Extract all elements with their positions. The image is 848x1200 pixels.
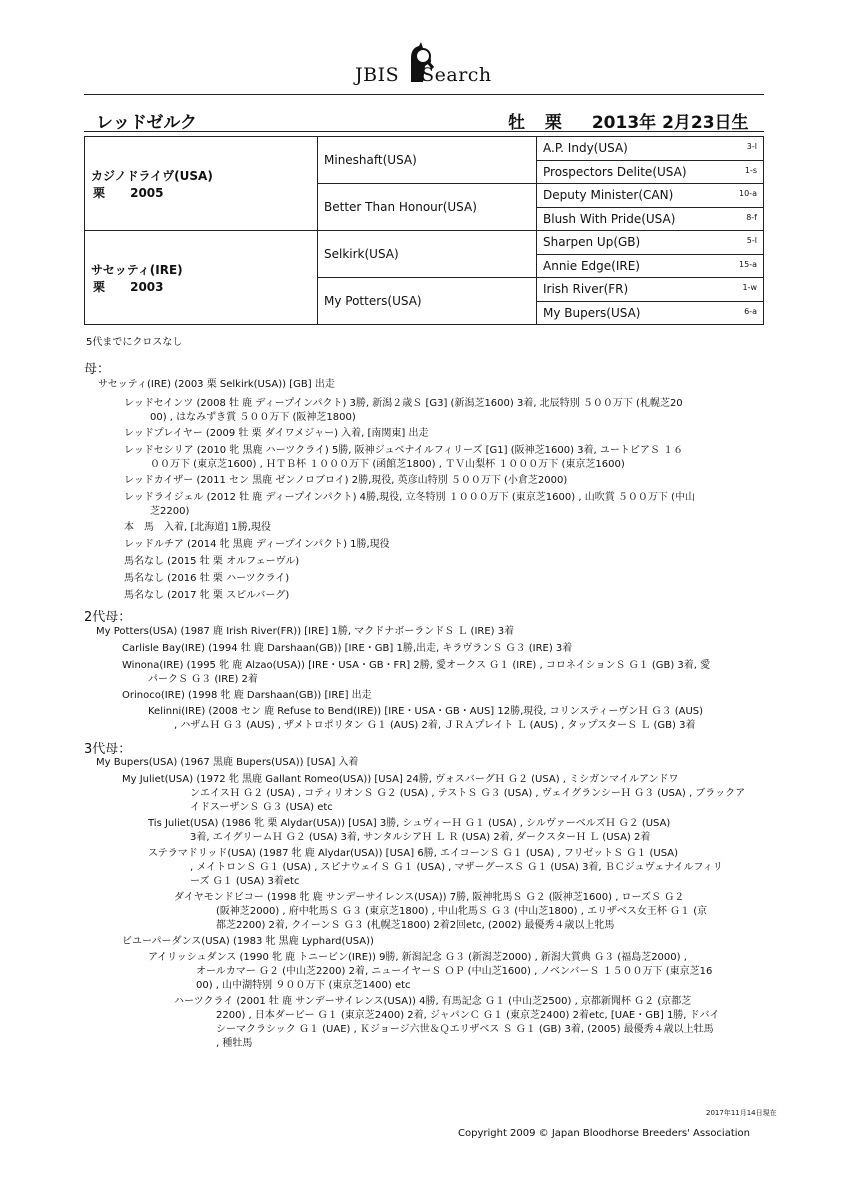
family-line: 都芝2200) 2着, クイーンＳ Ｇ３ (札幌芝1800) 2着2回etc, (2002) 最優秀４歳以上牝馬	[216, 920, 615, 931]
family-line: 馬名なし (2017 牝 栗 スピルバーグ)	[124, 590, 290, 601]
family-line: 馬名なし (2016 牡 栗 ハーツクライ)	[124, 573, 290, 584]
family-line: My Bupers(USA) (1967 黒鹿 Bupers(USA)) [USA] 入着	[96, 757, 359, 768]
family-line: My Potters(USA) (1987 鹿 Irish River(FR)) [IRE] 1勝, マクドナボーランドＳ Ｌ (IRE) 3着	[96, 626, 515, 637]
jbis-logo	[355, 38, 505, 88]
gen3-cell: Sharpen Up(GB) 5-l	[537, 231, 764, 255]
family-line: Orinoco(IRE) (1998 牝 鹿 Darshaan(GB)) [IRE] 出走	[122, 690, 372, 701]
family-line: アイリッシュダンス (1990 牝 鹿 トニービン(IRE)) 9勝, 新潟記念 Ｇ３ (新潟芝2000) , 新潟大賞典 Ｇ３ (福島芝2000) ,	[148, 952, 687, 963]
as-of-date: 2017年11月14日現在	[706, 1109, 777, 1117]
horse-name: レッドゼルク	[96, 113, 197, 133]
family-line: レッドルチア (2014 牝 黒鹿 ディープインパクト) 1勝,現役	[124, 539, 390, 550]
dam-year: 2003	[130, 279, 164, 294]
family-line: パークＳ Ｇ３ (IRE) 2着	[148, 674, 258, 685]
gen3-cell: Deputy Minister(CAN) 10-a	[537, 184, 764, 208]
family-line: 2200) , 日本ダービー Ｇ１ (東京芝2400) 2着, ジャパンＣ Ｇ１ (東京芝2400) 2着etc, [UAE・GB] 1勝, ドバイ	[216, 1010, 720, 1021]
gen2-cell: Mineshaft(USA)	[318, 137, 537, 184]
family-line: , 種牡馬	[216, 1038, 253, 1049]
family-line: ーズ Ｇ１ (USA) 3着etc	[190, 876, 300, 887]
title-rule	[84, 131, 764, 132]
horse-profile	[508, 108, 763, 133]
family-line: Winona(IRE) (1995 牝 鹿 Alzao(USA)) [IRE・USA・GB・FR] 2勝, 愛オークス Ｇ１ (IRE) , コロネイションＳ Ｇ１ (GB) 3着, 愛	[122, 660, 711, 671]
family-line: , メイトロンＳ Ｇ１ (USA) , スピナウェイＳ Ｇ１ (USA) , マザーグースＳ Ｇ１ (USA) 3着, ＢＣジュヴェナイルフィリ	[190, 862, 723, 873]
family-line: レッドライジェル (2012 牡 鹿 ディープインパクト) 4勝,現役, 立冬特別 １０００万下 (東京芝1600) , 山吹賞 ５００万下 (中山	[124, 492, 695, 503]
family-line: 00) , はなみずき賞 ５００万下 (阪神芝1800)	[150, 412, 356, 423]
gen3-cell: Irish River(FR) 1-w	[537, 278, 764, 302]
pedigree-table	[84, 136, 764, 325]
sire-color: 栗	[93, 185, 106, 200]
family-line: ステラマドリッド(USA) (1987 牝 鹿 Alydar(USA)) [USA] 6勝, エイコーンＳ Ｇ１ (USA) , フリゼットＳ Ｇ１ (USA)	[148, 848, 678, 859]
family-line: ンエイスＨ Ｇ２ (USA) , コティリオンＳ Ｇ２ (USA) , テストＳ Ｇ３ (USA) , ヴェイグランシーＨ Ｇ３ (USA) , ブラックア	[190, 788, 746, 799]
family-line: ハーツクライ (2001 牡 鹿 サンデーサイレンス(USA)) 4勝, 有馬記念 Ｇ１ (中山芝2500) , 京都新聞杯 Ｇ２ (京都芝	[174, 996, 692, 1007]
sire-cell	[85, 137, 318, 231]
dam-cell	[85, 231, 318, 325]
family-line: オールカマー Ｇ２ (中山芝2200) 2着, ニューイヤーＳ ＯＰ (中山芝1600) , ノベンバーＳ １５００万下 (東京芝16	[196, 966, 713, 977]
gen3-cell: Prospectors Delite(USA) 1-s	[537, 160, 764, 184]
gen3-cell: Annie Edge(IRE) 15-a	[537, 254, 764, 278]
family-line: Carlisle Bay(IRE) (1994 牡 鹿 Darshaan(GB)) [IRE・GB] 1勝,出走, キラヴランＳ Ｇ３ (IRE) 3着	[122, 643, 573, 654]
family-line: ００万下 (東京芝1600) , ＨＴＢ杯 １０００万下 (函館芝1800) , ＴＶ山梨杯 １０００万下 (東京芝1600)	[150, 459, 625, 470]
horse-sex: 牡	[508, 113, 525, 133]
family-line: My Juliet(USA) (1972 牝 黒鹿 Gallant Romeo(USA)) [USA] 24勝, ヴォスバーグＨ Ｇ２ (USA) , ミシガンマイルアンドワ	[122, 774, 679, 785]
family-line: サセッティ(IRE) (2003 栗 Selkirk(USA)) [GB] 出走	[98, 379, 335, 390]
horse-birth: 2013年 2月23日生	[591, 113, 749, 133]
gen2-cell: My Potters(USA)	[318, 278, 537, 325]
dam-color: 栗	[93, 279, 106, 294]
family-line: ビユーパーダンス(USA) (1983 牝 黒鹿 Lyphard(USA))	[122, 936, 374, 947]
gen2-cell: Better Than Honour(USA)	[318, 184, 537, 231]
sire-name: カジノドライヴ(USA)	[91, 168, 213, 183]
copyright: Copyright 2009 © Japan Bloodhorse Breeders' Association	[458, 1128, 750, 1139]
gen3-cell: Blush With Pride(USA) 8-f	[537, 207, 764, 231]
gen3-cell: A.P. Indy(USA) 3-l	[537, 137, 764, 161]
family-line: 00) , 山中湖特別 ９００万下 (東京芝1400) etc	[196, 980, 411, 991]
section-dam: 母：	[84, 362, 111, 377]
logo-search: Search	[421, 64, 492, 86]
family-line: ダイヤモンドビコー (1998 牝 鹿 サンデーサイレンス(USA)) 7勝, 阪神牝馬Ｓ Ｇ２ (阪神芝1600) , ローズＳ Ｇ２	[174, 892, 685, 903]
family-line: イドスーザンＳ Ｇ３ (USA) etc	[190, 802, 333, 813]
family-line: レッドセシリア (2010 牝 黒鹿 ハーツクライ) 5勝, 阪神ジュベナイルフィリーズ [G1] (阪神芝1600) 3着, ユートピアＳ １６	[124, 445, 684, 456]
family-line: レッドセインツ (2008 牡 鹿 ディープインパクト) 3勝, 新潟２歳Ｓ [G3] (新潟芝1600) 3着, 北辰特別 ５００万下 (札幌芝20	[124, 398, 683, 409]
section-second-dam: 2代母：	[84, 610, 132, 625]
gen2-cell: Selkirk(USA)	[318, 231, 537, 278]
dam-name: サセッティ(IRE)	[91, 262, 183, 277]
logo-jbis: JBIS	[355, 64, 400, 86]
family-line: Tis Juliet(USA) (1986 牝 栗 Alydar(USA)) [USA] 3勝, シュヴィーＨ Ｇ１ (USA) , シルヴァーベルズＨ Ｇ２ (USA)	[148, 818, 671, 829]
family-line: (阪神芝2000) , 府中牝馬Ｓ Ｇ３ (東京芝1800) , 中山牝馬Ｓ Ｇ３ (中山芝1800) , エリザベス女王杯 Ｇ１ (京	[216, 906, 708, 917]
section-third-dam: 3代母：	[84, 742, 132, 757]
no-cross-note: 5代までにクロスなし	[86, 337, 183, 348]
family-line: , ハザムＨ Ｇ３ (AUS) , ザメトロポリタン Ｇ１ (AUS) 2着, ＪＲＡプレイト Ｌ (AUS) , タップスターＳ Ｌ (GB) 3着	[174, 720, 696, 731]
family-line: Kelinni(IRE) (2008 セン 鹿 Refuse to Bend(IRE)) [IRE・USA・GB・AUS] 12勝,現役, コリンスティーヴンＨ Ｇ３ (AUS)	[148, 706, 704, 717]
family-line: 芝2200)	[150, 506, 190, 517]
sire-year: 2005	[130, 185, 164, 200]
family-line: シーマクラシック Ｇ１ (UAE) , Ｋジョージ六世＆Ｑエリザベス Ｓ Ｇ１ (GB) 3着, (2005) 最優秀４歳以上牡馬	[216, 1024, 714, 1035]
family-line: レッドカイザー (2011 セン 黒鹿 ゼンノロブロイ) 2勝,現役, 英彦山特別 ５００万下 (小倉芝2000)	[124, 475, 568, 486]
horse-color: 栗	[544, 113, 562, 133]
header-rule	[84, 94, 764, 95]
family-line: 本 馬 入着, [北海道] 1勝,現役	[124, 522, 271, 533]
family-line: 3着, エイグリームＨ Ｇ２ (USA) 3着, サンタルシアＨ Ｌ Ｒ (USA) 2着, ダークスターＨ Ｌ (USA) 2着	[190, 832, 651, 843]
family-line: 馬名なし (2015 牡 栗 オルフェーヴル)	[124, 556, 300, 567]
family-line: レッドプレイヤー (2009 牡 栗 ダイワメジャー) 入着, [南関東] 出走	[124, 428, 429, 439]
gen3-cell: My Bupers(USA) 6-a	[537, 301, 764, 325]
